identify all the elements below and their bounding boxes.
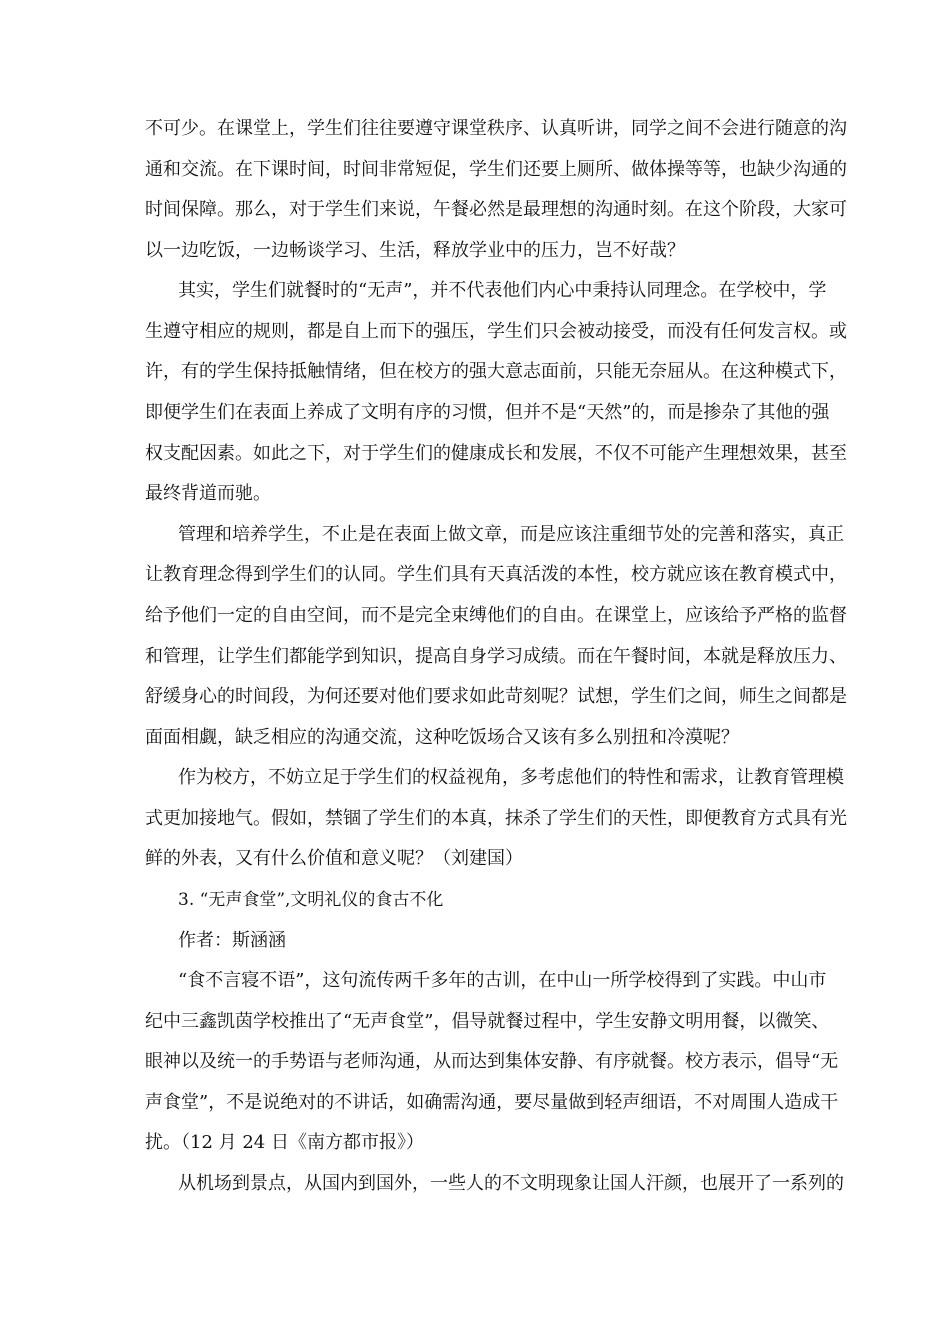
- paragraph-3-line-6: 面面相觑，缺乏相应的沟通交流，这种吃饭场合又该有多么别扭和冷漠呢？: [145, 727, 739, 748]
- paragraph-5-line-2: 纪中三鑫凯茵学校推出了“无声食堂”，倡导就餐过程中，学生安静文明用餐，以微笑、: [145, 1011, 830, 1032]
- paragraph-2-line-1: 其实，学生们就餐时的“无声”，并不代表他们内心中秉持认同理念。在学校中，学: [178, 280, 827, 301]
- paragraph-5-line-5: 扰。（12 月 24 日《南方都市报》）: [145, 1132, 424, 1153]
- paragraph-4-line-2: 式更加接地气。假如，禁锢了学生们的本真，抹杀了学生们的天性，即便教育方式具有光: [145, 808, 847, 829]
- paragraph-6-line-1: 从机场到景点，从国内到国外，一些人的不文明现象让国人汗颜，也展开了一系列的: [178, 1173, 844, 1194]
- paragraph-3-line-4: 和管理，让学生们都能学到知识，提高自身学习成绩。而在午餐时间，本就是释放压力、: [145, 646, 847, 667]
- paragraph-1-line-4: 以一边吃饭，一边畅谈学习、生活，释放学业中的压力，岂不好哉？: [145, 240, 685, 261]
- paragraph-3-line-2: 让教育理念得到学生们的认同。学生们具有天真活泼的本性，校方就应该在教育模式中，: [145, 564, 847, 585]
- paragraph-2-line-2: 生遵守相应的规则，都是自上而下的强压，学生们只会被动接受，而没有任何发言权。或: [145, 321, 847, 342]
- author-line: 作者：斯涵涵: [178, 930, 286, 951]
- paragraph-2-line-3: 许，有的学生保持抵触情绪，但在校方的强大意志面前，只能无奈屈从。在这种模式下，: [145, 361, 847, 382]
- paragraph-2-line-4: 即便学生们在表面上养成了文明有序的习惯，但并不是“天然”的，而是掺杂了其他的强: [145, 402, 830, 423]
- paragraph-5-line-3: 眼神以及统一的手势语与老师沟通，从而达到集体安静、有序就餐。校方表示，倡导“无: [145, 1051, 839, 1072]
- paragraph-4-line-1: 作为校方，不妨立足于学生们的权益视角，多考虑他们的特性和需求，让教育管理模: [178, 767, 844, 788]
- paragraph-2-line-6: 最终背道而驰。: [145, 483, 271, 504]
- paragraph-5-line-4: 声食堂”，不是说绝对的不讲话，如确需沟通，要尽量做到轻声细语，不对周围人造成干: [145, 1092, 839, 1113]
- paragraph-2-line-5: 权支配因素。如此之下，对于学生们的健康成长和发展，不仅不可能产生理想效果，甚至: [145, 443, 847, 464]
- paragraph-3-line-5: 舒缓身心的时间段，为何还要对他们要求如此苛刻呢？试想，学生们之间，师生之间都是: [145, 686, 847, 707]
- paragraph-1-line-2: 通和交流。在下课时间，时间非常短促，学生们还要上厕所、做体操等等，也缺少沟通的: [145, 159, 847, 180]
- paragraph-1-line-3: 时间保障。那么，对于学生们来说，午餐必然是最理想的沟通时刻。在这个阶段，大家可: [145, 199, 847, 220]
- paragraph-4-line-3: 鲜的外表，又有什么价值和意义呢？（刘建国）: [145, 848, 523, 869]
- section-heading: 3. “无声食堂”,文明礼仪的食古不化: [178, 890, 444, 910]
- paragraph-3-line-1: 管理和培养学生，不止是在表面上做文章，而是应该注重细节处的完善和落实，真正: [178, 524, 844, 545]
- paragraph-1-line-1: 不可少。在课堂上，学生们往往要遵守课堂秩序、认真听讲，同学之间不会进行随意的沟: [145, 118, 847, 139]
- paragraph-5-line-1: “食不言寝不语”，这句流传两千多年的古训，在中山一所学校得到了实践。中山市: [178, 970, 827, 991]
- paragraph-3-line-3: 给予他们一定的自由空间，而不是完全束缚他们的自由。在课堂上，应该给予严格的监督: [145, 605, 847, 626]
